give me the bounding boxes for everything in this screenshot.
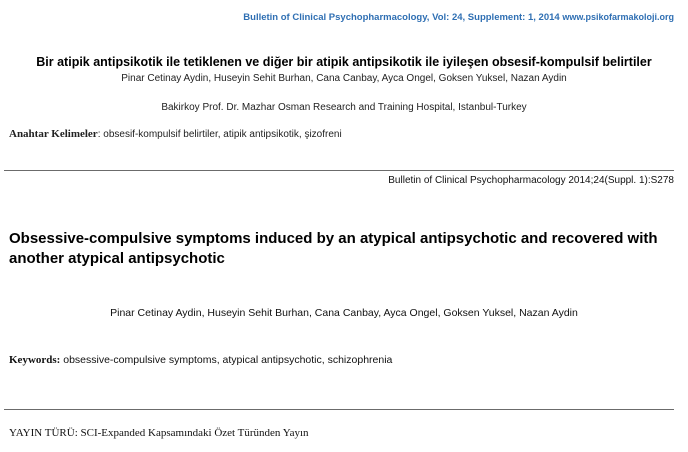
turkish-keywords bbox=[9, 128, 342, 140]
english-title: Obsessive-compulsive symptoms induced by an atypical antipsychotic and recovered with another atypical antipsychotic bbox=[9, 230, 658, 267]
turkish-authors: Pinar Cetinay Aydin, Huseyin Sehit Burhan, Cana Canbay, Ayca Ongel, Goksen Yuksel, Nazan Aydin bbox=[121, 73, 567, 84]
english-keywords bbox=[9, 354, 392, 366]
journal-url[interactable]: www.psikofarmakoloji.org bbox=[562, 12, 674, 22]
english-keywords-label: Keywords: bbox=[9, 354, 61, 366]
affiliation: Bakirkoy Prof. Dr. Mazhar Osman Research and Training Hospital, Istanbul-Turkey bbox=[161, 102, 527, 113]
turkish-keywords-label: Anahtar Kelimeler bbox=[9, 128, 98, 140]
journal-header-text: Bulletin of Clinical Psychopharmacology, Vol: 24, Supplement: 1, 2014 bbox=[243, 12, 560, 23]
publication-type: YAYIN TÜRÜ: SCI-Expanded Kapsamındaki Özet Türünden Yayın bbox=[9, 427, 309, 439]
turkish-keywords-text: : obsesif-kompulsif belirtiler, atipik antipsikotik, şizofreni bbox=[97, 129, 342, 140]
english-authors: Pinar Cetinay Aydin, Huseyin Sehit Burhan, Cana Canbay, Ayca Ongel, Goksen Yuksel, Nazan Aydin bbox=[110, 307, 578, 319]
turkish-title: Bir atipik antipsikotik ile tetiklenen ve diğer bir atipik antipsikotik ile iyileşen obsesif-kompulsif belirtiler bbox=[36, 55, 652, 69]
section-divider-bottom bbox=[4, 409, 674, 410]
citation: Bulletin of Clinical Psychopharmacology 2014;24(Suppl. 1):S278 bbox=[388, 175, 674, 186]
section-divider-top bbox=[4, 170, 674, 171]
journal-header bbox=[243, 12, 674, 23]
english-keywords-text: obsessive-compulsive symptoms, atypical antipsychotic, schizophrenia bbox=[60, 354, 393, 366]
